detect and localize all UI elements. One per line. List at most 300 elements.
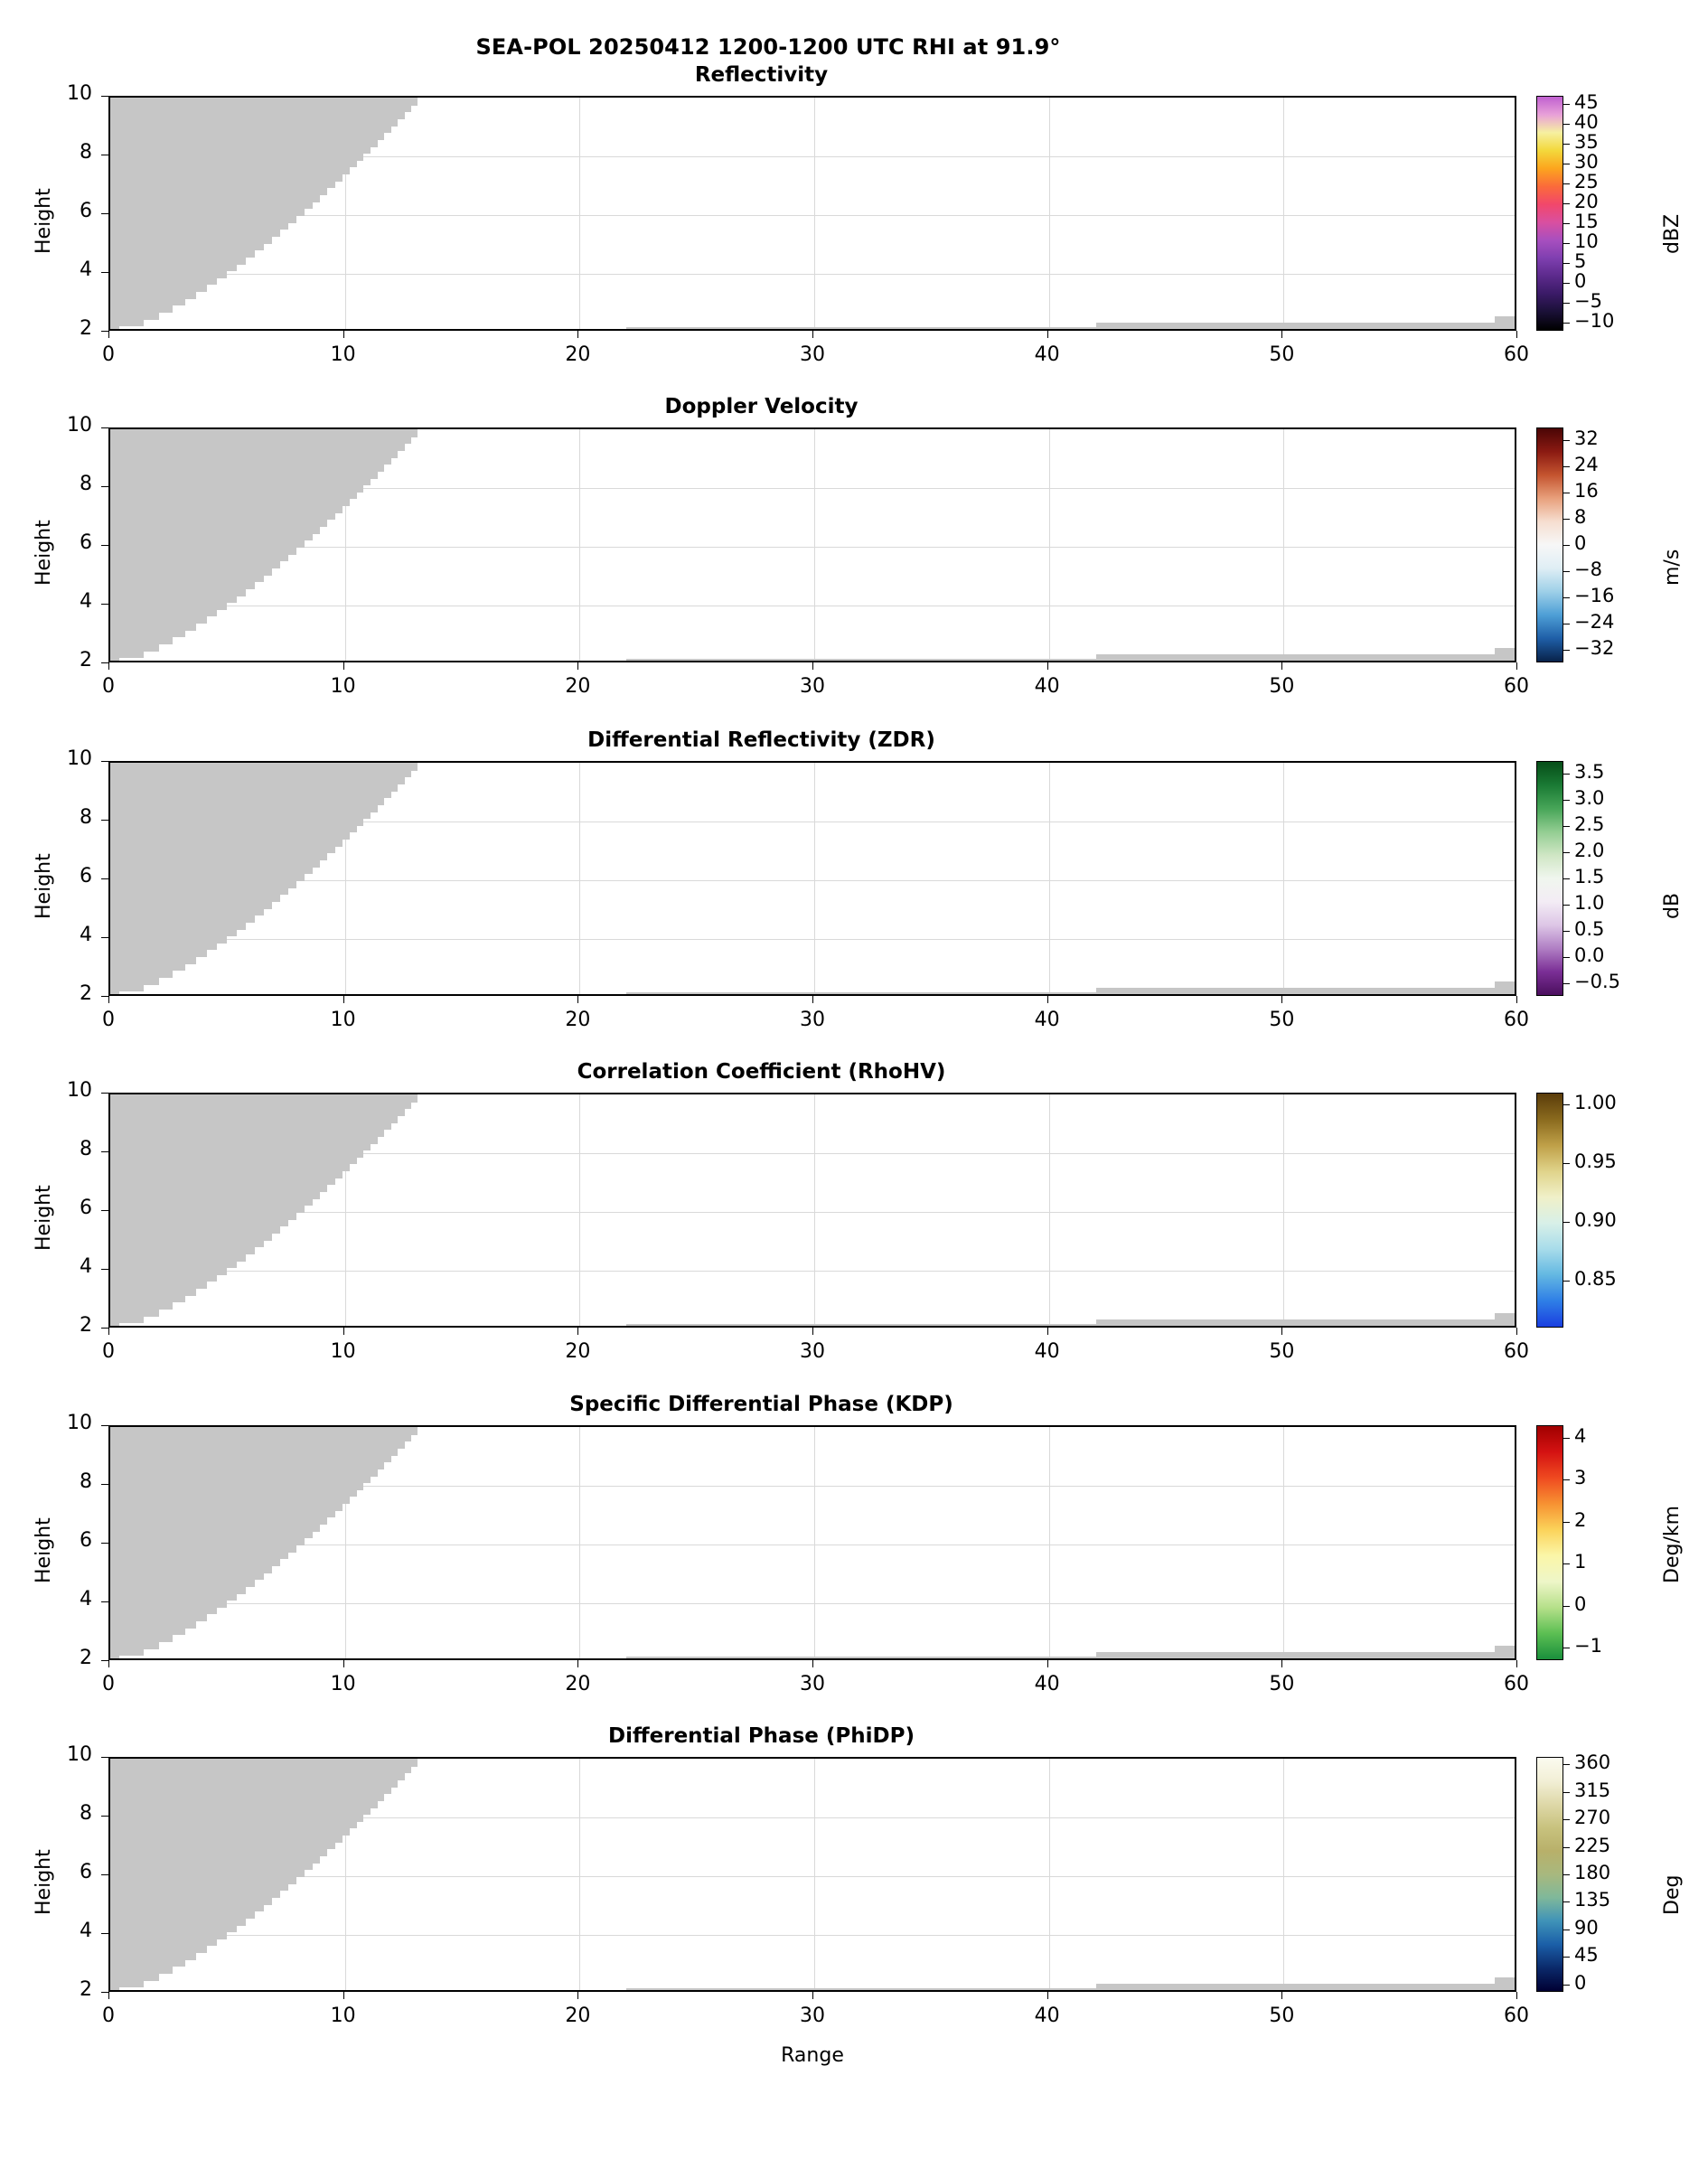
masked-region: [110, 1558, 280, 1566]
y-tick-label: 2: [80, 317, 92, 340]
gridline-vertical: [814, 1427, 815, 1658]
colorbar-tick-mark: [1563, 597, 1570, 598]
y-tick-label: 10: [67, 82, 92, 105]
masked-region: [110, 1808, 371, 1816]
y-tick-label: 4: [80, 1920, 92, 1942]
masked-region: [110, 166, 350, 174]
x-tick-label: 0: [102, 343, 115, 366]
masked-region: [110, 588, 246, 596]
x-tick-mark: [577, 1992, 578, 1999]
x-tick-mark: [108, 1992, 109, 1999]
masked-region: [110, 1537, 305, 1545]
x-tick-label: 60: [1504, 1009, 1529, 1031]
x-tick-mark: [1281, 1328, 1282, 1335]
gridline-vertical: [814, 1759, 815, 1990]
y-tick-label: 8: [80, 1138, 92, 1160]
masked-region: [110, 831, 350, 840]
masked-region: [110, 1545, 296, 1553]
x-tick-mark: [812, 1660, 813, 1667]
x-tick-label: 40: [1034, 1673, 1060, 1695]
masked-region: [110, 1973, 159, 1981]
colorbar-tick-mark: [1563, 104, 1570, 105]
y-tick-mark: [101, 1543, 108, 1544]
masked-region: [110, 963, 185, 972]
x-tick-label: 0: [102, 1009, 115, 1031]
gridline-vertical: [1283, 1759, 1284, 1990]
colorbar: [1536, 1093, 1563, 1328]
masked-region: [110, 98, 418, 106]
masked-region: [110, 1959, 185, 1967]
gridline-horizontal: [110, 1935, 1515, 1936]
x-tick-mark: [343, 662, 344, 670]
y-tick-label: 10: [67, 747, 92, 770]
y-tick-label: 8: [80, 1470, 92, 1493]
masked-region: [1495, 981, 1516, 996]
y-tick-mark: [101, 545, 108, 546]
colorbar-tick-label: 35: [1574, 130, 1599, 153]
masked-region: [110, 464, 384, 472]
x-tick-label: 60: [1504, 343, 1529, 366]
gridline-vertical: [1049, 1759, 1050, 1990]
x-tick-label: 0: [102, 1673, 115, 1695]
gridline-vertical: [579, 1759, 580, 1990]
colorbar: [1536, 761, 1563, 996]
y-tick-mark: [101, 1151, 108, 1152]
colorbar-tick-mark: [1563, 1985, 1570, 1986]
masked-region: [110, 305, 173, 313]
masked-region: [110, 1461, 384, 1469]
masked-region: [110, 249, 255, 258]
colorbar-tick-label: 45: [1574, 90, 1599, 113]
y-tick-label: 4: [80, 1588, 92, 1610]
masked-region: [110, 118, 398, 127]
colorbar-tick-mark: [1563, 1606, 1570, 1607]
panel-title: Correlation Coefficient (RhoHV): [577, 1060, 946, 1084]
masked-region: [110, 1434, 411, 1442]
x-tick-label: 30: [800, 343, 825, 366]
masked-region: [110, 1274, 217, 1282]
masked-region: [110, 1842, 335, 1850]
colorbar-tick-mark: [1563, 774, 1570, 775]
y-tick-label: 8: [80, 141, 92, 164]
y-tick-label: 4: [80, 590, 92, 613]
masked-region: [110, 784, 398, 792]
colorbar-unit-label: dB: [1661, 892, 1684, 919]
y-tick-mark: [101, 331, 108, 332]
x-tick-mark: [1047, 996, 1048, 1003]
colorbar-tick-mark: [1563, 283, 1570, 284]
masked-region: [110, 222, 288, 230]
masked-region: [110, 1503, 343, 1511]
masked-region: [110, 1772, 405, 1780]
x-tick-mark: [1516, 662, 1517, 670]
masked-region: [110, 236, 272, 244]
gridline-horizontal: [110, 274, 1515, 275]
masked-region: [110, 1552, 288, 1560]
colorbar-tick-mark: [1563, 1792, 1570, 1793]
x-tick-label: 30: [800, 1009, 825, 1031]
colorbar-tick-mark: [1563, 1438, 1570, 1439]
y-tick-mark: [101, 1933, 108, 1934]
gridline-horizontal: [110, 880, 1515, 881]
masked-region: [110, 1288, 196, 1296]
x-tick-label: 10: [330, 675, 356, 698]
colorbar-tick-label: −1: [1574, 1635, 1602, 1657]
x-tick-mark: [812, 1992, 813, 1999]
masked-region: [110, 602, 227, 610]
masked-region: [110, 1136, 378, 1144]
gridline-vertical: [1049, 1094, 1050, 1326]
masked-region: [110, 512, 335, 521]
colorbar-tick-label: 2.5: [1574, 813, 1605, 836]
colorbar-tick-label: −24: [1574, 610, 1615, 633]
masked-region: [110, 1827, 350, 1836]
y-tick-label: 2: [80, 1978, 92, 2001]
masked-region: [110, 568, 272, 576]
colorbar-tick-label: 3.5: [1574, 761, 1605, 784]
masked-region: [110, 505, 343, 513]
colorbar-tick-label: 135: [1574, 1889, 1611, 1911]
colorbar-tick-mark: [1563, 144, 1570, 145]
colorbar-tick-mark: [1563, 957, 1570, 958]
masked-region: [110, 1593, 237, 1601]
masked-region: [110, 977, 159, 985]
x-tick-mark: [1047, 1992, 1048, 1999]
masked-region: [626, 327, 1095, 332]
masked-region: [110, 1931, 227, 1939]
colorbar-tick-mark: [1563, 545, 1570, 546]
masked-region: [110, 804, 378, 812]
colorbar-tick-mark: [1563, 1764, 1570, 1765]
colorbar-tick-label: 32: [1574, 427, 1599, 450]
y-tick-mark: [101, 427, 108, 428]
y-axis-label: Height: [33, 1849, 55, 1915]
masked-region: [110, 1191, 320, 1199]
x-tick-label: 0: [102, 2005, 115, 2027]
masked-region: [110, 1980, 144, 1988]
y-tick-label: 4: [80, 924, 92, 946]
colorbar-tick-label: 270: [1574, 1807, 1611, 1829]
colorbar-tick-label: 0: [1574, 532, 1587, 554]
masked-region: [110, 984, 144, 992]
masked-region: [110, 1634, 173, 1642]
x-tick-label: 20: [565, 1340, 591, 1363]
colorbar-tick-mark: [1563, 826, 1570, 827]
y-tick-label: 6: [80, 1529, 92, 1552]
y-tick-label: 6: [80, 1861, 92, 1883]
masked-region: [110, 894, 280, 902]
y-tick-mark: [101, 996, 108, 997]
x-tick-label: 60: [1504, 1673, 1529, 1695]
colorbar-tick-label: −16: [1574, 584, 1615, 606]
x-tick-label: 0: [102, 1340, 115, 1363]
y-tick-mark: [101, 1328, 108, 1329]
masked-region: [110, 1476, 371, 1484]
masked-region: [110, 1150, 363, 1158]
colorbar-tick-label: 30: [1574, 150, 1599, 173]
masked-region: [110, 498, 350, 506]
masked-region: [110, 194, 320, 202]
y-axis-label: Height: [33, 1517, 55, 1583]
colorbar-tick-label: 315: [1574, 1779, 1611, 1801]
colorbar-tick-mark: [1563, 1479, 1570, 1480]
gridline-vertical: [579, 763, 580, 994]
masked-region: [110, 1115, 398, 1123]
masked-region: [110, 1178, 335, 1186]
y-tick-label: 4: [80, 1255, 92, 1278]
masked-region: [110, 319, 144, 327]
gridline-vertical: [814, 429, 815, 661]
y-tick-mark: [101, 213, 108, 214]
colorbar-tick-label: 360: [1574, 1751, 1611, 1774]
y-tick-mark: [101, 1660, 108, 1661]
y-tick-label: 2: [80, 982, 92, 1005]
masked-region: [626, 992, 1095, 997]
masked-region: [110, 298, 185, 306]
masked-region: [110, 312, 159, 320]
masked-region: [110, 484, 363, 493]
x-tick-label: 40: [1034, 675, 1060, 698]
y-tick-label: 2: [80, 1647, 92, 1669]
gridline-vertical: [1283, 429, 1284, 661]
colorbar-tick-mark: [1563, 183, 1570, 184]
masked-region: [110, 1246, 255, 1254]
masked-region: [110, 651, 144, 659]
masked-region: [110, 846, 335, 854]
masked-region: [110, 1496, 350, 1504]
masked-region: [110, 270, 227, 278]
y-tick-mark: [101, 1484, 108, 1485]
x-tick-mark: [108, 331, 109, 338]
figure-suptitle: SEA-POL 20250412 1200-1200 UTC RHI at 91.9°: [475, 34, 1061, 60]
masked-region: [110, 643, 159, 652]
masked-region: [110, 1469, 378, 1477]
colorbar-tick-label: 1: [1574, 1551, 1587, 1573]
masked-region: [110, 1863, 313, 1871]
colorbar-tick-mark: [1563, 1819, 1570, 1820]
masked-region: [110, 1254, 246, 1262]
masked-region: [110, 1301, 173, 1310]
x-tick-mark: [1281, 331, 1282, 338]
masked-region: [110, 880, 296, 888]
masked-region: [110, 1516, 327, 1525]
masked-region: [626, 659, 1095, 663]
masked-region: [110, 1531, 313, 1539]
x-tick-label: 0: [102, 675, 115, 698]
colorbar-tick-label: 8: [1574, 506, 1587, 529]
masked-region: [110, 181, 335, 189]
colorbar-tick-mark: [1563, 243, 1570, 244]
x-tick-label: 40: [1034, 2005, 1060, 2027]
gridline-horizontal: [110, 1603, 1515, 1604]
masked-region: [110, 1939, 217, 1947]
y-tick-label: 10: [67, 1412, 92, 1434]
masked-region: [110, 763, 418, 771]
masked-region: [1495, 316, 1516, 331]
masked-region: [110, 1876, 296, 1884]
x-tick-mark: [1281, 1660, 1282, 1667]
gridline-vertical: [814, 1094, 815, 1326]
masked-region: [110, 1316, 144, 1324]
masked-region: [110, 1600, 227, 1608]
y-tick-label: 6: [80, 1197, 92, 1219]
x-tick-mark: [108, 1660, 109, 1667]
x-tick-label: 10: [330, 1673, 356, 1695]
masked-region: [110, 935, 227, 944]
y-axis-label: Height: [33, 853, 55, 919]
masked-region: [110, 1219, 288, 1227]
masked-region: [110, 1108, 405, 1116]
colorbar-tick-mark: [1563, 1522, 1570, 1523]
y-tick-label: 4: [80, 258, 92, 281]
masked-region: [110, 908, 264, 916]
x-tick-label: 50: [1269, 2005, 1295, 2027]
masked-region: [110, 1573, 264, 1581]
masked-region: [110, 1821, 357, 1829]
x-tick-mark: [812, 331, 813, 338]
y-tick-mark: [101, 761, 108, 762]
colorbar-tick-mark: [1563, 440, 1570, 441]
panel-title: Reflectivity: [694, 63, 829, 87]
colorbar-unit-label: m/s: [1661, 549, 1684, 586]
x-tick-mark: [812, 996, 813, 1003]
colorbar-tick-label: 5: [1574, 250, 1587, 273]
y-tick-mark: [101, 1425, 108, 1426]
colorbar-tick-label: −0.5: [1574, 970, 1620, 992]
colorbar-tick-label: −5: [1574, 290, 1602, 313]
masked-region: [110, 873, 305, 881]
masked-region: [110, 1122, 391, 1131]
masked-region: [110, 1579, 255, 1587]
masked-region: [110, 1648, 144, 1657]
x-tick-label: 20: [565, 343, 591, 366]
x-axis-label: Range: [781, 2044, 844, 2067]
gridline-horizontal: [110, 1271, 1515, 1272]
colorbar-tick-mark: [1563, 1281, 1570, 1282]
x-tick-mark: [1516, 1660, 1517, 1667]
x-tick-label: 20: [565, 2005, 591, 2027]
masked-region: [110, 1489, 357, 1498]
x-tick-mark: [577, 331, 578, 338]
masked-region: [110, 478, 371, 486]
masked-region: [110, 1198, 313, 1207]
masked-region: [110, 812, 371, 820]
y-tick-mark: [101, 878, 108, 879]
colorbar-tick-label: −10: [1574, 310, 1615, 333]
masked-region: [110, 1143, 371, 1151]
gridline-vertical: [814, 98, 815, 329]
masked-region: [110, 457, 391, 465]
masked-region: [110, 901, 272, 909]
masked-region: [110, 1911, 255, 1919]
masked-region: [110, 519, 327, 527]
masked-region: [110, 1233, 272, 1241]
x-tick-mark: [1281, 996, 1282, 1003]
colorbar-tick-label: 2: [1574, 1508, 1587, 1531]
x-tick-mark: [343, 1992, 344, 1999]
x-tick-label: 50: [1269, 1009, 1295, 1031]
plot-area: [108, 1425, 1516, 1660]
masked-region: [110, 859, 320, 868]
masked-region: [110, 132, 384, 140]
colorbar: [1536, 1757, 1563, 1992]
colorbar-tick-label: 1.00: [1574, 1092, 1617, 1113]
x-tick-mark: [1047, 662, 1048, 670]
y-tick-mark: [101, 937, 108, 938]
gridline-horizontal: [110, 939, 1515, 940]
masked-region: [110, 852, 327, 860]
masked-region: [110, 1129, 384, 1137]
y-tick-mark: [101, 1874, 108, 1875]
masked-region: [110, 839, 343, 847]
masked-region: [110, 1510, 335, 1518]
masked-region: [110, 277, 217, 286]
masked-region: [110, 1281, 207, 1289]
masked-region: [110, 922, 246, 930]
masked-region: [110, 1455, 391, 1463]
masked-region: [110, 1163, 350, 1171]
colorbar-tick-label: 0.5: [1574, 917, 1605, 940]
masked-region: [110, 1565, 272, 1573]
masked-region: [110, 929, 237, 937]
masked-region: [110, 1261, 237, 1269]
masked-region: [110, 1524, 320, 1532]
masked-region: [110, 1814, 363, 1822]
masked-region: [110, 1897, 272, 1905]
x-tick-mark: [343, 996, 344, 1003]
colorbar-unit-label: Deg/km: [1661, 1505, 1684, 1583]
masked-region: [110, 1800, 378, 1808]
panel-title: Doppler Velocity: [664, 395, 859, 418]
masked-region: [110, 1869, 305, 1877]
masked-region: [110, 887, 288, 896]
y-axis-label: Height: [33, 1185, 55, 1251]
masked-region: [1096, 1319, 1495, 1328]
colorbar-tick-label: 90: [1574, 1916, 1599, 1939]
masked-region: [110, 1759, 418, 1767]
y-tick-mark: [101, 662, 108, 663]
colorbar-tick-mark: [1563, 323, 1570, 324]
masked-region: [110, 443, 405, 451]
gridline-horizontal: [110, 215, 1515, 216]
masked-region: [110, 1212, 296, 1220]
gridline-vertical: [579, 1427, 580, 1658]
colorbar-tick-label: 0.85: [1574, 1268, 1617, 1290]
masked-region: [1495, 1313, 1516, 1328]
gridline-vertical: [579, 429, 580, 661]
colorbar-tick-label: 0.90: [1574, 1209, 1617, 1231]
colorbar-tick-mark: [1563, 983, 1570, 984]
colorbar-tick-mark: [1563, 1957, 1570, 1958]
masked-region: [110, 1793, 384, 1801]
x-tick-mark: [1047, 1660, 1048, 1667]
y-tick-label: 2: [80, 649, 92, 671]
masked-region: [110, 437, 411, 445]
masked-region: [110, 492, 357, 500]
y-tick-label: 8: [80, 806, 92, 829]
colorbar-tick-label: 180: [1574, 1862, 1611, 1883]
masked-region: [110, 1586, 246, 1594]
y-tick-mark: [101, 1992, 108, 1993]
gridline-vertical: [814, 763, 815, 994]
masked-region: [110, 915, 255, 923]
masked-region: [110, 1925, 237, 1933]
y-tick-label: 10: [67, 414, 92, 437]
masked-region: [110, 623, 196, 631]
colorbar-tick-mark: [1563, 931, 1570, 932]
masked-region: [110, 229, 280, 237]
colorbar-tick-label: 0: [1574, 270, 1587, 293]
